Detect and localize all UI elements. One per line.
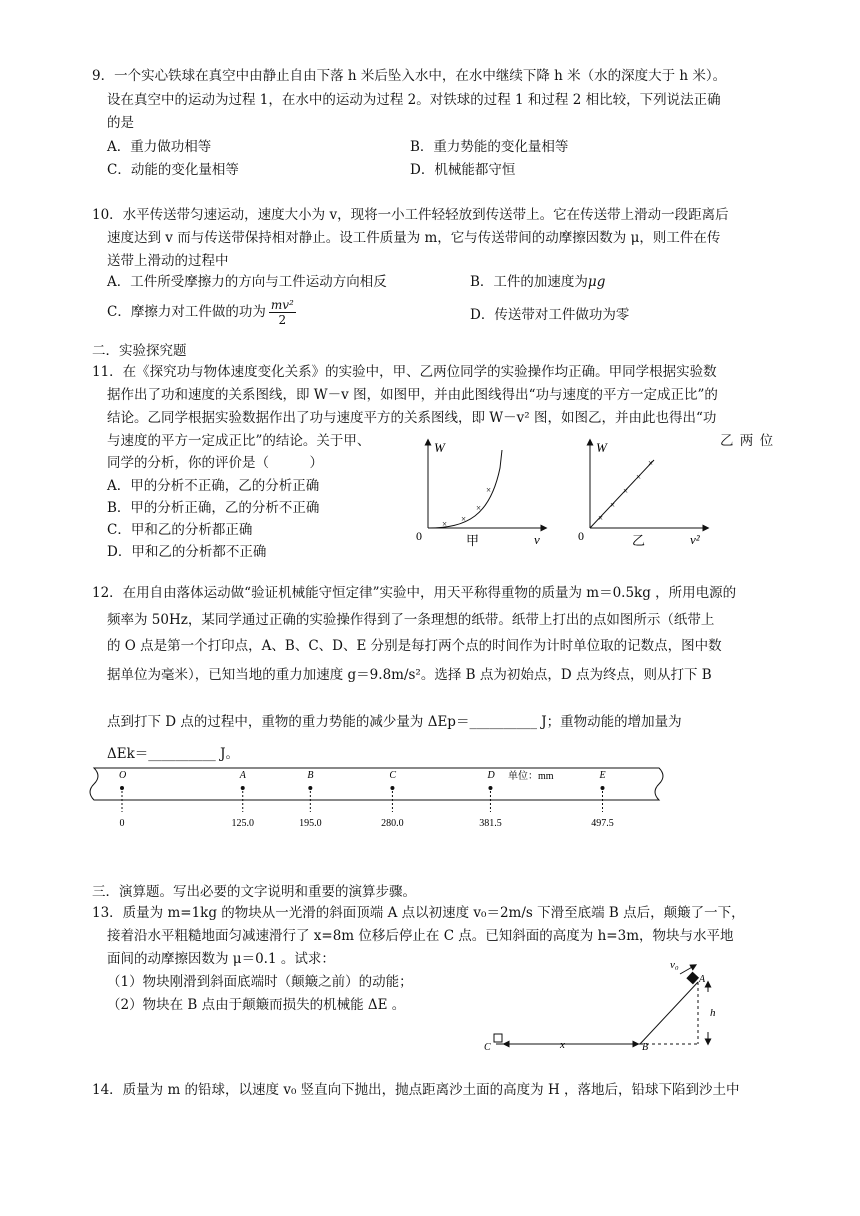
graph-jia-mark: ×	[461, 514, 467, 524]
graph-yi-mark: ×	[623, 486, 629, 496]
q11-option-b: B．甲的分析正确，乙的分析不正确	[107, 500, 320, 516]
q10-fraction-numerator: mv²	[270, 298, 294, 312]
incline-figure	[480, 958, 730, 1058]
q10-line3: 送带上滑动的过程中	[107, 253, 229, 269]
block-at-c	[494, 1034, 502, 1042]
tape-point-label-c: C	[389, 770, 397, 781]
paper-tape-figure	[84, 760, 674, 832]
q9-line3: 的是	[107, 115, 134, 131]
graph-jia-xlabel: v	[534, 532, 540, 547]
q12-line6: ΔEk＝__________ J。	[107, 746, 239, 762]
q14-line1: 14．质量为 m 的铅球，以速度 v₀ 竖直向下抛出，抛点距离沙土面的高度为 H ，落地后，铅球下陷到沙土中	[92, 1082, 740, 1098]
point-b-label: B	[642, 1042, 649, 1053]
q12-line5: 点到打下 D 点的过程中，重物的重力势能的减少量为 ΔEp＝__________ J；重物动能的增加量为	[107, 714, 682, 730]
q12-line4: 据单位为毫米），已知当地的重力加速度 g＝9.8m/s²。选择 B 点为初始点，D 点为终点，则从打下 B	[107, 667, 712, 683]
q10-option-c-prefix: C．摩擦力对工件做的功为	[107, 304, 266, 321]
incline-slope	[640, 982, 698, 1044]
tape-dot-c	[390, 786, 394, 790]
tape-dot-e	[601, 786, 605, 790]
q10-option-a: A．工件所受摩擦力的方向与工件运动方向相反	[107, 274, 387, 290]
q9-line2: 设在真空中的运动为过程 1，在水中的运动为过程 2。对铁球的过程 1 和过程 2 相比较，下列说法正确	[107, 92, 721, 108]
q13-sub2: （2）物块在 B 点由于颠簸而损失的机械能 ΔE 。	[107, 997, 406, 1013]
graph-jia-caption: 甲	[466, 533, 480, 548]
tape-value-o: 0	[119, 818, 125, 829]
graph-jia-mark: ×	[476, 503, 482, 513]
graph-yi-mark: ×	[598, 513, 604, 523]
q12-line3: 的 O 点是第一个打印点，A、B、C、D、E 分别是每打两个点的时间作为计时单位取的记数点，图中数	[107, 638, 722, 654]
point-c-label: C	[484, 1042, 491, 1053]
q9-option-d: D．机械能都守恒	[410, 162, 516, 178]
graph-yi-xlabel: v²	[690, 532, 700, 547]
q11-line5: 同学的分析，你的评价是（ ）	[107, 455, 323, 471]
q10-option-b	[470, 272, 605, 293]
graph-yi-mark: ×	[610, 500, 616, 510]
graph-yi	[574, 436, 714, 548]
tape-point-label-a: A	[239, 770, 246, 781]
section2-title: 二．实验探究题	[92, 343, 187, 359]
q9-option-c: C．动能的变化量相等	[107, 162, 239, 178]
q13-line2: 接着沿水平粗糙地面匀减速滑行了 x=8m 位移后停止在 C 点。已知斜面的高度为 h=3m，物块与水平地	[107, 928, 734, 944]
q10-option-b-prefix: B．工件的加速度为	[470, 274, 588, 290]
graph-jia	[412, 436, 552, 548]
q10-option-c	[107, 298, 296, 328]
q11-option-a: A．甲的分析不正确，乙的分析正确	[107, 478, 320, 494]
graph-jia-origin: 0	[416, 529, 422, 543]
graph-jia-mark: ×	[486, 485, 492, 495]
height-label: h	[710, 1007, 716, 1019]
tape-dot-o	[120, 786, 124, 790]
tape-value-a: 125.0	[231, 818, 254, 829]
q10-line2: 速度达到 v 而与传送带保持相对静止。设工件质量为 m，它与传送带间的动摩擦因数为 μ，则工件在传	[107, 230, 721, 246]
q11-line3: 结论。乙同学根据实验数据作出了功与速度平方的关系图线，即 W－v² 图，如图乙，并由此也得出“功	[107, 410, 717, 426]
q11-option-d: D．甲和乙的分析都不正确	[107, 544, 267, 560]
tape-point-label-d: D	[487, 770, 495, 781]
q10-option-c-fraction	[269, 298, 296, 328]
q13-sub1: （1）物块刚滑到斜面底端时（颠簸之前）的动能；	[107, 974, 413, 990]
q10-option-b-expr: μg	[587, 274, 606, 290]
q12-line2: 频率为 50Hz，某同学通过正确的实验操作得到了一条理想的纸带。纸带上打出的点如图所示（纸带上	[107, 612, 715, 628]
q11-option-c: C．甲和乙的分析都正确	[107, 522, 253, 538]
q11-line4-tail: 乙 两 位	[720, 433, 775, 449]
tape-value-b: 195.0	[299, 818, 322, 829]
q13-line1: 13．质量为 m=1kg 的物块从一光滑的斜面顶端 A 点以初速度 v₀＝2m/s 下滑至底端 B 点后，颠簸了一下，	[92, 905, 745, 921]
section3-title: 三．演算题。写出必要的文字说明和重要的演算步骤。	[92, 884, 416, 900]
tape-value-e: 497.5	[591, 818, 614, 829]
graph-jia-mark: ×	[442, 519, 448, 529]
graph-yi-ylabel: W	[596, 440, 607, 455]
q10-line1: 10．水平传送带匀速运动，速度大小为 v，现将一小工件轻轻放到传送带上。它在传送带上滑动一段距离后	[92, 207, 729, 223]
tape-value-c: 280.0	[381, 818, 404, 829]
q9-option-b: B．重力势能的变化量相等	[410, 139, 569, 155]
q10-option-d: D．传送带对工件做功为零	[470, 307, 630, 323]
q11-line1: 11．在《探究功与物体速度变化关系》的实验中，甲、乙两位同学的实验操作均正确。甲同学根据实验数	[92, 364, 717, 380]
tape-unit: 单位：mm	[508, 771, 554, 782]
tape-point-label-e: E	[599, 770, 606, 781]
point-a-label: A	[699, 974, 706, 985]
tape-point-label-b: B	[307, 770, 314, 781]
q9-line1: 9．一个实心铁球在真空中由静止自由下落 h 米后坠入水中，在水中继续下降 h 米（水的深度大于 h 米）。	[92, 68, 727, 84]
graph-yi-mark: ×	[636, 472, 642, 482]
graph-jia-ylabel: W	[434, 440, 445, 455]
tape-value-d: 381.5	[479, 818, 502, 829]
tape-dot-b	[308, 786, 312, 790]
distance-label: x	[560, 1039, 565, 1051]
q13-line3: 面间的动摩擦因数为 μ＝0.1 。试求：	[107, 951, 335, 967]
q11-line4: 与速度的平方一定成正比”的结论。关于甲、	[107, 433, 371, 449]
tape-dot-d	[488, 786, 492, 790]
q11-line2: 据作出了功和速度的关系图线，即 W－v 图，如图甲，并由此图线得出“功与速度的平方一定成正比”的	[107, 387, 718, 403]
graph-yi-origin: 0	[578, 529, 584, 543]
q10-fraction-denominator: 2	[278, 313, 287, 328]
q12-line1: 12．在用自由落体运动做“验证机械能守恒定律”实验中，用天平称得重物的质量为 m＝0.5kg ，所用电源的	[92, 585, 737, 601]
tape-dot-a	[241, 786, 245, 790]
graph-yi-caption: 乙	[632, 533, 646, 548]
graph-yi-mark: ×	[648, 458, 654, 468]
v0-label: v₀	[670, 959, 679, 971]
q9-option-a: A．重力做功相等	[107, 139, 212, 155]
paper-tape	[90, 768, 663, 800]
tape-point-label-o: O	[119, 770, 127, 781]
